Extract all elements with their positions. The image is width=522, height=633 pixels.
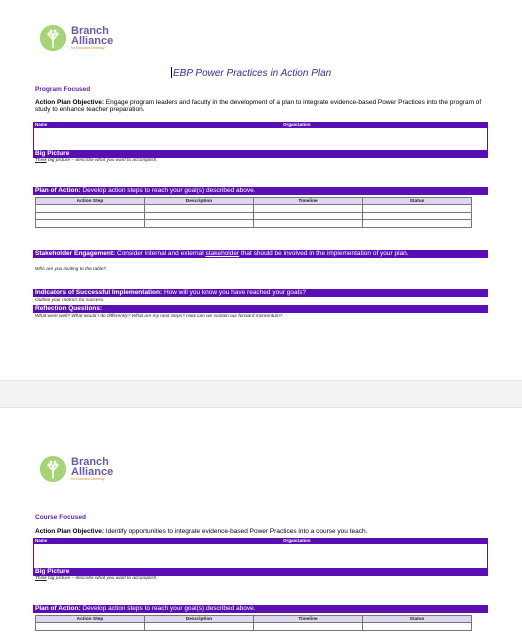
table-row [36, 212, 472, 220]
logo-name-line1: Branch [71, 455, 109, 468]
table-header-status: Status [363, 198, 472, 205]
reflection-questions-header: Reflection Questions: [33, 305, 488, 313]
table-header-timeline: Timeline [254, 616, 363, 623]
table-cell[interactable] [363, 220, 472, 228]
table-header-description: Description [145, 198, 254, 205]
table-header-description: Description [145, 616, 254, 623]
table-row [36, 205, 472, 213]
big-picture-note[interactable] [35, 576, 158, 582]
big-picture-header: Big Picture [33, 568, 488, 576]
plan-label: Plan of Action: [35, 187, 81, 194]
logo-tagline: for Educator Diversity [71, 45, 105, 50]
table-cell[interactable] [254, 220, 363, 228]
program-focused-heading: Program Focused [35, 86, 91, 93]
plan-of-action-header [33, 605, 488, 613]
table-cell[interactable] [254, 212, 363, 220]
plan-text: Develop action steps to reach your goal(s) described above. [80, 605, 256, 612]
branch-alliance-logo [40, 456, 113, 482]
table-cell[interactable] [145, 220, 254, 228]
big-picture-note-text: big picture – describe what you want to accomplish. [46, 576, 158, 581]
plan-of-action-header [33, 187, 488, 195]
objective-text: Engage program leaders and faculty in the development of a plan to integrate evidence-based Power Practices into the program of study to enhance teacher preparation. [35, 99, 482, 113]
name-organization-field[interactable] [33, 128, 488, 150]
tree-logo-icon [40, 456, 66, 482]
table-cell[interactable] [36, 205, 145, 213]
program-objective [35, 99, 485, 113]
plan-text: Develop action steps to reach your goal(s) described above. [80, 187, 256, 194]
tree-logo-icon [40, 25, 66, 51]
text-cursor [171, 67, 172, 78]
stakeholder-note[interactable]: Who are you inviting to the table? [35, 267, 107, 272]
table-cell[interactable] [254, 205, 363, 213]
logo-name-line1: Branch [71, 24, 109, 37]
stakeholder-text-2: that should be involved in the implementation of your plan. [239, 250, 409, 257]
course-focused-heading: Course Focused [35, 514, 86, 521]
stakeholder-label: Stakeholder Engagement: [35, 250, 116, 257]
table-cell[interactable] [145, 205, 254, 213]
objective-label: Action Plan Objective: [35, 99, 104, 106]
table-cell[interactable] [145, 623, 254, 631]
stakeholder-engagement-header [33, 250, 488, 258]
reflection-note[interactable]: What went well? What would I do differently? What are my next steps? How can we sustain our forward momentum? [35, 314, 283, 319]
big-picture-note[interactable] [35, 158, 158, 164]
indicators-header [33, 289, 488, 297]
document-title[interactable] [171, 67, 331, 79]
think-link: Think [35, 576, 47, 581]
action-plan-table [35, 615, 472, 631]
table-header-action-step: Action Step [36, 616, 145, 623]
logo-name-line2: Alliance [71, 465, 114, 478]
action-plan-table [35, 197, 472, 228]
document-page-2 [0, 408, 522, 633]
think-link: Think [35, 158, 47, 163]
table-cell[interactable] [145, 212, 254, 220]
logo-tagline: for Educator Diversity [71, 476, 105, 481]
table-cell[interactable] [36, 220, 145, 228]
table-header-timeline: Timeline [254, 198, 363, 205]
indicators-label: Indicators of Successful Implementation: [35, 289, 163, 296]
branch-alliance-logo [40, 25, 113, 51]
objective-text: Identify opportunities to integrate evidence-based Power Practices into a course you teach. [104, 528, 368, 535]
big-picture-note-text: big picture – describe what you want to accomplish. [46, 158, 158, 163]
table-row [36, 623, 472, 631]
indicators-note[interactable]: Outline your metrics for success. [35, 298, 105, 303]
name-label: Name [35, 122, 48, 127]
big-picture-header: Big Picture [33, 150, 488, 158]
course-objective [35, 528, 485, 535]
table-cell[interactable] [363, 623, 472, 631]
document-title-text: EBP Power Practices in Action Plan [173, 68, 332, 79]
table-cell[interactable] [363, 212, 472, 220]
stakeholder-link[interactable]: stakeholder [205, 250, 240, 257]
table-header-status: Status [363, 616, 472, 623]
table-cell[interactable] [36, 212, 145, 220]
plan-label: Plan of Action: [35, 605, 81, 612]
table-cell[interactable] [36, 623, 145, 631]
objective-label: Action Plan Objective: [35, 528, 104, 535]
indicators-text: How will you know you have reached your goals? [162, 289, 306, 296]
organization-label: Organization [283, 122, 311, 127]
name-label: Name [35, 538, 48, 543]
logo-name-line2: Alliance [71, 34, 114, 47]
table-row [36, 220, 472, 228]
organization-label: Organization [283, 538, 311, 543]
stakeholder-text-1: Consider internal and external [115, 250, 206, 257]
table-header-action-step: Action Step [36, 198, 145, 205]
page-separator [0, 380, 522, 408]
table-cell[interactable] [363, 205, 472, 213]
table-cell[interactable] [254, 623, 363, 631]
name-organization-field[interactable] [33, 544, 488, 568]
